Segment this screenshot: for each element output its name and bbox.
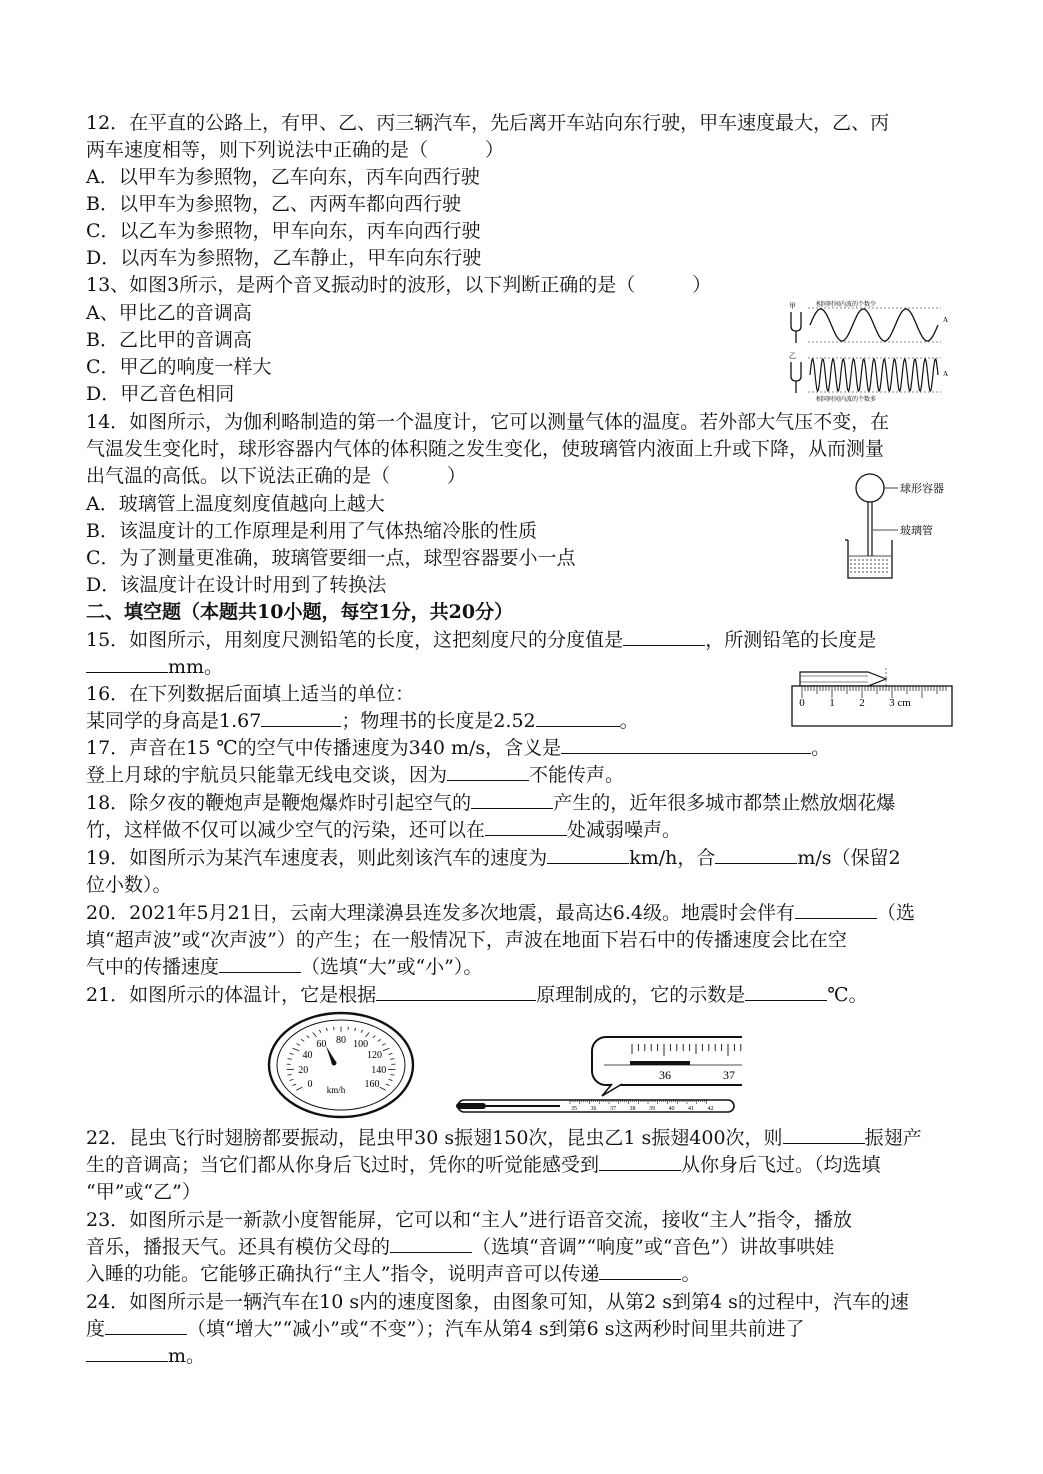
thermoscope-figure bbox=[840, 470, 960, 584]
blank bbox=[390, 1234, 472, 1253]
speedometer-tick-label: 100 bbox=[353, 1038, 369, 1050]
speedometer-tick-label: 140 bbox=[371, 1064, 387, 1076]
q14-line2: 气温发生变化时，球形容器内气体的体积随之发生变化，使玻璃管内液面上升或下降，从而测量 bbox=[86, 438, 885, 460]
q17-line2: 登上月球的宇航员只能靠无线电交谈，因为 不能传声。 bbox=[86, 764, 625, 786]
ruler-figure bbox=[788, 664, 956, 730]
q16-line2: 某同学的身高是1.67 ；物理书的长度是2.52 。 bbox=[86, 710, 639, 732]
q18-line1: 18．除夕夜的鞭炮声是鞭炮爆炸时引起空气的 产生的，近年很多城市都禁止燃放烟花爆 bbox=[86, 792, 896, 814]
zoom-mercury bbox=[630, 1061, 690, 1065]
blank bbox=[715, 845, 797, 864]
speedometer-unit: km/h bbox=[326, 1085, 346, 1095]
thermometer-scale-label: 39 bbox=[649, 1106, 655, 1112]
q15-line1: 15．如图所示，用刻度尺测铅笔的长度，这把刻度尺的分度值是 ，所测铅笔的长度是 bbox=[86, 629, 877, 651]
wave-top-caption: 相同时间内波的个数少 bbox=[816, 302, 877, 308]
q14-line3: 出气温的高低。以下说法正确的是（ ） bbox=[86, 465, 467, 487]
blank bbox=[261, 708, 341, 727]
blank bbox=[536, 708, 620, 727]
tuning-fork-icon bbox=[791, 312, 801, 343]
q23-line1: 23．如图所示是一新款小度智能屏，它可以和“主人”进行语音交流，接收“主人”指令，播放 bbox=[86, 1209, 853, 1231]
blank bbox=[86, 1343, 168, 1362]
zoom-tick-label: 37 bbox=[723, 1068, 735, 1082]
q14-option-a: A．玻璃管上温度刻度值越向上越大 bbox=[86, 493, 385, 515]
q12-line2: 两车速度相等，则下列说法中正确的是（ ） bbox=[86, 139, 505, 161]
q16-line1: 16．在下列数据后面填上适当的单位： bbox=[86, 683, 415, 705]
q24-line2: 度 （填“增大”“减小”或“不变”）；汽车从第4 s到第6 s这两秒时间里共前进了 bbox=[86, 1318, 805, 1340]
fork-label-yi: 乙 bbox=[789, 352, 796, 360]
q21-line1: 21．如图所示的体温计，它是根据 原理制成的，它的示数是 ℃。 bbox=[86, 984, 868, 1006]
q20-line3: 气中的传播速度 （选填“大”或“小”）。 bbox=[86, 956, 483, 978]
tuning-fork-icon bbox=[791, 362, 801, 393]
blank bbox=[86, 654, 168, 673]
blank bbox=[623, 627, 705, 646]
thermometer-scale-label: 36 bbox=[590, 1106, 597, 1112]
q14-option-d: D．该温度计在设计时用到了转换法 bbox=[86, 574, 387, 596]
ruler-tick-label: 2 bbox=[859, 697, 865, 709]
wave-bottom-caption: 相同时间内波的个数多 bbox=[816, 397, 877, 403]
waveform-figure bbox=[786, 298, 956, 404]
speedometer-tick-label: 120 bbox=[367, 1050, 383, 1062]
blank bbox=[105, 1316, 187, 1335]
speedometer-tick-label: 60 bbox=[316, 1038, 327, 1050]
blank bbox=[795, 900, 877, 919]
amp-label-bottom: A bbox=[943, 370, 949, 378]
blank bbox=[745, 982, 827, 1001]
q17-line1: 17．声音在15 ℃的空气中传播速度为340 m/s，含义是 。 bbox=[86, 737, 831, 759]
blank bbox=[447, 762, 529, 781]
speedometer-tick-label: 40 bbox=[302, 1050, 313, 1062]
q13-option-d: D．甲乙音色相同 bbox=[86, 383, 235, 405]
q23-line3: 入睡的功能。它能够正确执行“主人”指令，说明声音可以传递 。 bbox=[86, 1263, 701, 1285]
q14-line1: 14．如图所示，为伽利略制造的第一个温度计，它可以测量气体的温度。若外部大气压不变，在 bbox=[86, 411, 890, 433]
q12-option-b: B．以甲车为参照物，乙、丙两车都向西行驶 bbox=[86, 193, 461, 215]
thermometer-scale-label: 38 bbox=[629, 1106, 636, 1112]
ruler-icon bbox=[792, 686, 952, 726]
q12-line1: 12．在平直的公路上，有甲、乙、丙三辆汽车，先后离开车站向东行驶，甲车速度最大，乙、丙 bbox=[86, 112, 890, 134]
blank bbox=[599, 1152, 681, 1171]
ruler-tick-label: 3 cm bbox=[889, 697, 911, 709]
blank bbox=[783, 1125, 865, 1144]
zoom-tick-label: 36 bbox=[659, 1068, 671, 1082]
q24-line3: m。 bbox=[86, 1343, 205, 1370]
q13-option-a: A、甲比乙的音调高 bbox=[86, 302, 252, 324]
speedometer-tick-label: 80 bbox=[336, 1034, 346, 1046]
q19-line2: 位小数）。 bbox=[86, 874, 172, 896]
bulb-icon bbox=[856, 474, 884, 502]
q13-option-c: C．甲乙的响度一样大 bbox=[86, 356, 272, 378]
q23-line2: 音乐，播报天气。还具有模仿父母的 （选填“音调”“响度”或“音色”）讲故事哄娃 bbox=[86, 1236, 835, 1258]
amp-label-top: A bbox=[943, 316, 949, 324]
ruler-tick-label: 0 bbox=[799, 697, 805, 709]
thermometer-scale-label: 40 bbox=[668, 1106, 675, 1112]
thermometer-scale-label: 42 bbox=[707, 1106, 714, 1112]
blank bbox=[471, 790, 553, 809]
q22-line1: 22．昆虫飞行时翅膀都要振动，昆虫甲30 s振翅150次，昆虫乙1 s振翅400次，则 振翅产 bbox=[86, 1127, 922, 1149]
thermometer-scale-label: 41 bbox=[688, 1106, 694, 1112]
fork-label-jia: 甲 bbox=[789, 302, 796, 310]
q12-option-c: C．以乙车为参照物，甲车向东，丙车向西行驶 bbox=[86, 220, 481, 242]
tube-label: 玻璃管 bbox=[900, 525, 933, 537]
bulb-label: 球形容器 bbox=[900, 483, 944, 495]
q20-line2: 填“超声波”或“次声波”）的产生；在一般情况下，声波在地面下岩石中的传播速度会比在空 bbox=[86, 929, 847, 951]
speedometer-tick-label: 160 bbox=[364, 1079, 380, 1091]
q18-line2: 竹，这样做不仅可以减少空气的污染，还可以在 处减弱噪声。 bbox=[86, 819, 682, 841]
q22-line2: 生的音调高；当它们都从你身后飞过时，凭你的听觉能感受到 从你身后飞过。（均选填 bbox=[86, 1154, 881, 1176]
q12-option-a: A．以甲车为参照物，乙车向东，丙车向西行驶 bbox=[86, 166, 480, 188]
q14-option-c: C．为了测量更准确，玻璃管要细一点，球型容器要小一点 bbox=[86, 547, 576, 569]
q24-line1: 24．如图所示是一辆汽车在10 s内的速度图象，由图象可知，从第2 s到第4 s的过程中，汽车的速 bbox=[86, 1291, 909, 1313]
thermometer-scale-label: 35 bbox=[571, 1106, 577, 1112]
blank bbox=[547, 845, 629, 864]
q15-line2: mm。 bbox=[86, 654, 223, 681]
ruler-tick-label: 1 bbox=[829, 697, 835, 709]
wave-top bbox=[810, 309, 938, 341]
blank bbox=[561, 735, 811, 754]
q13-line1: 13、如图3所示，是两个音叉振动时的波形，以下判断正确的是（ ） bbox=[86, 274, 712, 296]
q20-line1: 20．2021年5月21日，云南大理漾濞县连发多次地震，最高达6.4级。地震时会伴有 （选 bbox=[86, 902, 916, 924]
q12-option-d: D．以丙车为参照物，乙车静止，甲车向东行驶 bbox=[86, 247, 482, 269]
blank bbox=[599, 1261, 681, 1280]
q14-option-b: B．该温度计的工作原理是利用了气体热缩冷胀的性质 bbox=[86, 520, 537, 542]
speedometer-tick-label: 0 bbox=[307, 1079, 313, 1091]
pencil-icon bbox=[800, 672, 886, 686]
speedometer-tick-label: 20 bbox=[298, 1064, 309, 1076]
wave-bottom bbox=[810, 359, 938, 391]
blank bbox=[219, 954, 301, 973]
thermometer-scale-label: 37 bbox=[610, 1106, 616, 1112]
q22-line3: “甲”或“乙”） bbox=[86, 1181, 201, 1203]
speedometer-figure bbox=[266, 1010, 416, 1120]
blank bbox=[485, 817, 567, 836]
blank bbox=[376, 982, 536, 1001]
q13-option-b: B．乙比甲的音调高 bbox=[86, 329, 252, 351]
section-two-title: 二、填空题（本题共10小题，每空1分，共20分） bbox=[86, 601, 514, 623]
thermometer-figure bbox=[452, 1034, 742, 1120]
q19-line1: 19．如图所示为某汽车速度表，则此刻该汽车的速度为 km/h，合 m/s（保留2 bbox=[86, 847, 901, 869]
